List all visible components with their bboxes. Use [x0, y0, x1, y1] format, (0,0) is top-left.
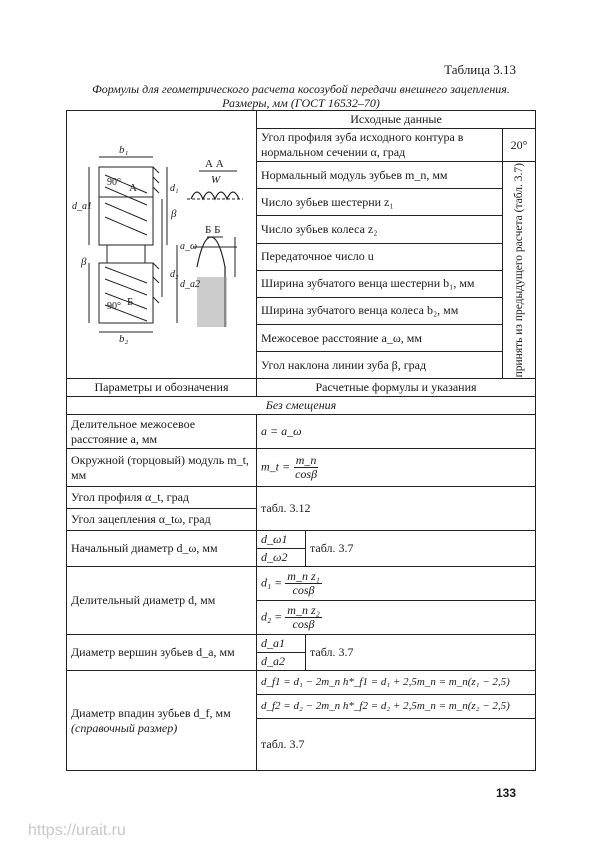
- vertical-note: принять из предыдущего расчета (табл. 3.7): [513, 163, 525, 378]
- label-d2: d₂: [170, 268, 179, 280]
- pitch-d1-lhs: d₁ =: [261, 575, 283, 590]
- label-90-top: 90°: [107, 176, 121, 188]
- row-profile-angle-label: Угол профиля α_t, град: [67, 487, 257, 509]
- pitch-d1-num: m_n z₁: [287, 569, 320, 584]
- input-aw: Межосевое расстояние a_ω, мм: [257, 325, 503, 352]
- alpha-value: 20°: [503, 129, 536, 162]
- row-pitch-diam-label: Делительный диаметр d, мм: [67, 567, 257, 635]
- col-header-formulas: Расчетные формулы и указания: [257, 379, 536, 397]
- col-header-params: Параметры и обозначения: [67, 379, 257, 397]
- caption-line-2: Размеры, мм (ГОСТ 16532–70): [222, 96, 380, 110]
- initial-diam-d1: d_ω1: [257, 531, 306, 549]
- row-tip-diam-label: Диаметр вершин зубьев d_a, мм: [67, 635, 257, 671]
- input-b1: Ширина зубчатого венца шестерни b₁, мм: [257, 270, 503, 297]
- tip-diam-d1: d_a1: [257, 635, 306, 653]
- label-w: W: [211, 173, 221, 186]
- row-initial-diam-label: Начальный диаметр d_ω, мм: [67, 531, 257, 567]
- pitch-d2-num: m_n z₂: [287, 603, 320, 618]
- gear-figure-cell: [67, 111, 257, 379]
- pitch-d2-fraction: [285, 604, 322, 631]
- row-transverse-module-label: Окружной (торцовый) модуль m_t, мм: [67, 449, 257, 487]
- row-center-distance-label: Делительное межосевое расстояние a, мм: [67, 415, 257, 449]
- row-angles-ref: табл. 3.12: [257, 487, 536, 531]
- row-initial-diam-cell: [257, 531, 536, 567]
- formula-table: [66, 110, 536, 771]
- row-root-diam-label: Диаметр впадин зубьев d_f, мм: [71, 705, 231, 720]
- initial-diam-ref: табл. 3.7: [310, 541, 354, 556]
- label-b1: b₁: [119, 143, 129, 156]
- pitch-d2-den: cosβ: [292, 617, 315, 632]
- page-number: 133: [495, 786, 516, 800]
- input-beta: Угол наклона линии зуба β, град: [257, 352, 503, 379]
- tip-diam-ref: табл. 3.7: [310, 645, 354, 660]
- label-aw: a_ω: [180, 240, 198, 252]
- tip-diam-inner: [257, 635, 535, 670]
- row-pressure-angle-label: Угол зацепления α_tω, град: [67, 509, 257, 531]
- input-z2: Число зубьев колеса z₂: [257, 216, 503, 243]
- label-b2: b₂: [119, 332, 129, 345]
- input-ratio: Передаточное число u: [257, 243, 503, 270]
- label-d1: d₁: [170, 182, 179, 194]
- root-ref: табл. 3.7: [257, 718, 535, 770]
- row-root-diam-note: (справочный размер): [71, 720, 178, 735]
- table-caption: [66, 82, 536, 110]
- initial-diam-inner: [257, 531, 535, 566]
- root-f1-formula: d_f1 = d₁ − 2m_n h*_f1 = d₁ + 2,5m_n = m_n(z₁ − 2,5): [261, 676, 510, 689]
- pitch-d1-formula: [257, 567, 535, 600]
- pitch-d2-formula: [257, 600, 535, 634]
- row-root-diam-label-cell: [67, 671, 257, 771]
- caption-line-1: Формулы для геометрического расчета косозубой передачи внешнего зацепления.: [92, 82, 510, 96]
- helical-gear-drawing: [67, 137, 256, 349]
- section-no-shift: Без смещения: [67, 397, 536, 415]
- label-section-aa: А А: [205, 157, 224, 170]
- row-center-distance-formula: a = a_ω: [257, 415, 536, 449]
- table-number: Таблица 3.13: [444, 62, 516, 77]
- label-da1: d_a1: [72, 200, 92, 212]
- row-pitch-diam-cell: [257, 567, 536, 635]
- pitch-d1-fraction: [285, 570, 322, 597]
- input-normal-module: Нормальный модуль зубьев m_n, мм: [257, 162, 503, 189]
- label-90-bottom: 90°: [107, 300, 121, 312]
- transverse-module-lhs: m_t =: [261, 459, 291, 474]
- initial-diam-d2: d_ω2: [257, 549, 306, 567]
- watermark: https://urait.ru: [28, 822, 126, 839]
- label-section-b: Б: [127, 295, 134, 308]
- transverse-module-den: cosβ: [295, 467, 318, 482]
- row-root-diam-cell: [257, 671, 536, 771]
- input-b2: Ширина зубчатого венца колеса b₂, мм: [257, 297, 503, 324]
- input-alpha: Угол профиля зуба исходного контура в нормальном сечении α, град: [257, 129, 503, 162]
- input-data-header: Исходные данные: [257, 111, 536, 129]
- label-section-bb: Б Б: [205, 223, 221, 236]
- transverse-module-fraction: [293, 454, 319, 481]
- input-z1: Число зубьев шестерни z₁: [257, 189, 503, 216]
- label-beta-right: β: [171, 207, 177, 220]
- root-f2-formula: d_f2 = d₂ − 2m_n h*_f2 = d₂ + 2,5m_n = m_n(z₂ − 2,5): [257, 694, 535, 718]
- tip-diam-d2: d_a2: [257, 653, 306, 671]
- row-tip-diam-cell: [257, 635, 536, 671]
- label-da2: d_a2: [180, 278, 200, 290]
- row-transverse-module-formula: [257, 449, 536, 487]
- pitch-d2-lhs: d₂ =: [261, 609, 283, 624]
- label-beta-left: β: [81, 255, 87, 268]
- label-section-a: А: [129, 181, 137, 194]
- pitch-d1-den: cosβ: [292, 583, 315, 598]
- vertical-note-cell: [503, 162, 536, 379]
- transverse-module-num: m_n: [295, 453, 317, 468]
